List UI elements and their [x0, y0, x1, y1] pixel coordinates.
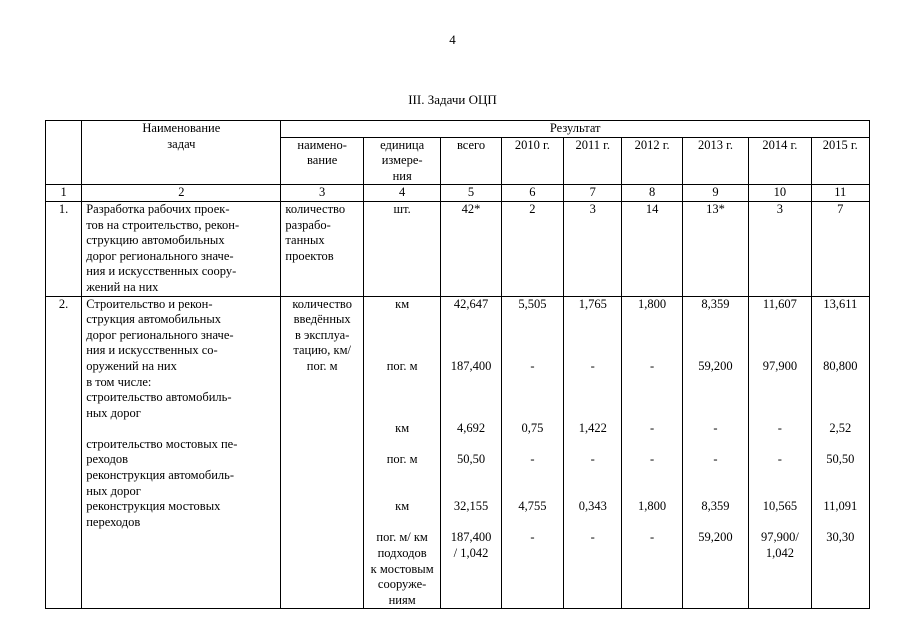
- value-cell: 1,765: [578, 296, 607, 311]
- task-description: [82, 296, 281, 609]
- unit-cell: пог. м: [386, 452, 418, 467]
- task-line: Строительство и рекон-: [86, 296, 213, 311]
- value-cell: 3: [564, 201, 622, 296]
- value-cell: 42*: [441, 201, 501, 296]
- column-number: 3: [281, 185, 363, 202]
- value-cell: 50,50: [456, 452, 486, 467]
- value-cell: 0,75: [521, 421, 544, 436]
- tasks-table: [45, 120, 870, 609]
- year-2013-column: [682, 296, 748, 609]
- header-unit: [363, 137, 440, 185]
- task-line: в том числе:: [86, 374, 152, 389]
- value-cell: 187,400: [450, 530, 492, 545]
- value-cell: 97,900: [762, 358, 798, 373]
- header-task-name-line: задач: [167, 136, 196, 151]
- table-row-1: [46, 201, 870, 296]
- value-cell: -: [650, 452, 655, 467]
- header-task-name: [82, 121, 281, 185]
- indicator-line: проектов: [285, 248, 334, 263]
- task-line: оружений на них: [86, 358, 177, 373]
- year-2015-column: [811, 296, 869, 609]
- task-line: ных дорог: [86, 405, 141, 420]
- row-number: 2.: [46, 296, 82, 609]
- column-number: 8: [622, 185, 682, 202]
- indicator-line: количество: [292, 296, 352, 311]
- column-number: 4: [363, 185, 440, 202]
- value-cell: -: [650, 421, 655, 436]
- column-number: 1: [46, 185, 82, 202]
- value-cell: 8,359: [701, 499, 730, 514]
- header-line: ния: [392, 168, 412, 183]
- value-cell: 1,800: [638, 296, 667, 311]
- unit-cell: км: [395, 499, 410, 514]
- value-cell: -: [713, 452, 718, 467]
- year-2014-column: [749, 296, 811, 609]
- value-cell: -: [530, 452, 535, 467]
- table-row-2: [46, 296, 870, 609]
- column-number: 9: [682, 185, 748, 202]
- task-line: строительство мостовых пе-: [86, 436, 238, 451]
- header-task-name-line: Наименование: [142, 121, 221, 135]
- task-line: ния и искусственных соору-: [86, 264, 237, 279]
- header-line: измере-: [381, 153, 423, 168]
- unit-cell: сооруже-: [377, 577, 427, 592]
- indicator-line: тацию, км/: [293, 343, 351, 358]
- value-cell: -: [530, 530, 535, 545]
- unit-cell: км: [395, 421, 410, 436]
- value-cell: -: [590, 530, 595, 545]
- task-line: реконструкция мостовых: [86, 499, 221, 514]
- column-number: 6: [501, 185, 563, 202]
- unit-cell: шт.: [363, 201, 440, 296]
- value-cell: 14: [622, 201, 682, 296]
- row-number: 1.: [46, 201, 82, 296]
- value-cell: 2: [501, 201, 563, 296]
- header-total: всего: [441, 137, 501, 185]
- header-line: наимено-: [297, 137, 347, 152]
- indicator-line: танных: [285, 233, 325, 248]
- value-cell: 97,900/: [760, 530, 799, 545]
- value-cell: -: [713, 421, 718, 436]
- value-cell: / 1,042: [453, 546, 489, 561]
- page-number: 4: [449, 32, 456, 47]
- value-cell: 4,692: [456, 421, 486, 436]
- value-cell: 80,800: [823, 358, 858, 373]
- value-cell: 2,52: [829, 421, 852, 436]
- task-line: струкция автомобильных: [86, 312, 221, 327]
- task-line: ных дорог: [86, 483, 141, 498]
- total-column: [441, 296, 501, 609]
- value-cell: 3: [749, 201, 811, 296]
- value-cell: 1,042: [765, 546, 794, 561]
- task-line: жений на них: [86, 279, 159, 294]
- year-2010-column: [501, 296, 563, 609]
- section-title: III. Задачи ОЦП: [408, 92, 497, 107]
- indicator-line: введённых: [293, 312, 351, 327]
- unit-cell: ниям: [388, 592, 416, 607]
- indicator-name: [281, 201, 363, 296]
- value-cell: 32,155: [453, 499, 489, 514]
- task-line: дорог регионального значе-: [86, 248, 234, 263]
- column-number: 7: [564, 185, 622, 202]
- value-cell: -: [530, 358, 535, 373]
- value-cell: 1,422: [578, 421, 607, 436]
- value-cell: 13*: [682, 201, 748, 296]
- header-year: 2010 г.: [501, 137, 563, 185]
- column-number: 11: [811, 185, 869, 202]
- value-cell: 0,343: [578, 499, 607, 514]
- header-year: 2012 г.: [622, 137, 682, 185]
- value-cell: 5,505: [518, 296, 547, 311]
- task-line: строительство автомобиль-: [86, 390, 232, 405]
- value-cell: 30,30: [826, 530, 855, 545]
- value-cell: 42,647: [453, 296, 489, 311]
- column-number: 5: [441, 185, 501, 202]
- value-cell: -: [777, 452, 782, 467]
- header-year: 2015 г.: [811, 137, 869, 185]
- header-line: вание: [307, 153, 338, 168]
- unit-cell: пог. м/ км: [376, 530, 428, 545]
- header-line: единица: [380, 137, 425, 152]
- indicator-line: пог. м: [306, 358, 338, 373]
- value-cell: 10,565: [762, 499, 798, 514]
- task-line: ния и искусственных со-: [86, 343, 218, 358]
- header-row-1: [46, 121, 870, 138]
- unit-cell: км: [395, 296, 410, 311]
- value-cell: -: [590, 452, 595, 467]
- value-cell: 59,200: [698, 530, 733, 545]
- indicator-line: разрабо-: [285, 217, 331, 232]
- year-2012-column: [622, 296, 682, 609]
- value-cell: -: [650, 530, 655, 545]
- header-year: 2014 г.: [749, 137, 811, 185]
- value-cell: 8,359: [701, 296, 730, 311]
- value-cell: -: [777, 421, 782, 436]
- task-line: переходов: [86, 514, 141, 529]
- indicator-line: количество: [285, 201, 346, 216]
- unit-cell: к мостовым: [370, 561, 434, 576]
- value-cell: 13,611: [823, 296, 858, 311]
- unit-cell: подходов: [377, 546, 427, 561]
- year-2011-column: [564, 296, 622, 609]
- value-cell: 187,400: [450, 358, 492, 373]
- task-line: дорог регионального значе-: [86, 327, 234, 342]
- value-cell: -: [590, 358, 595, 373]
- task-line: реходов: [86, 452, 129, 467]
- value-cell: -: [650, 358, 655, 373]
- task-line: струкцию автомобильных: [86, 233, 225, 248]
- numbering-row: [46, 185, 870, 202]
- task-description: [82, 201, 281, 296]
- value-cell: 4,755: [518, 499, 547, 514]
- header-year: 2013 г.: [682, 137, 748, 185]
- header-result: Результат: [281, 121, 870, 138]
- indicator-name: [281, 296, 363, 609]
- header-indicator: [281, 137, 363, 185]
- value-cell: 59,200: [698, 358, 733, 373]
- column-number: 10: [749, 185, 811, 202]
- value-cell: 7: [811, 201, 869, 296]
- indicator-line: в эксплуа-: [294, 327, 350, 342]
- header-year: 2011 г.: [564, 137, 622, 185]
- value-cell: 11,091: [823, 499, 858, 514]
- column-number: 2: [82, 185, 281, 202]
- value-cell: 50,50: [826, 452, 855, 467]
- value-cell: 1,800: [638, 499, 667, 514]
- unit-column: [363, 296, 440, 609]
- unit-cell: пог. м: [386, 358, 418, 373]
- value-cell: 11,607: [762, 296, 797, 311]
- task-line: тов на строительство, рекон-: [86, 217, 240, 232]
- task-line: реконструкция автомобиль-: [86, 468, 234, 483]
- task-line: Разработка рабочих проек-: [86, 201, 230, 216]
- header-num-cell: [46, 121, 82, 185]
